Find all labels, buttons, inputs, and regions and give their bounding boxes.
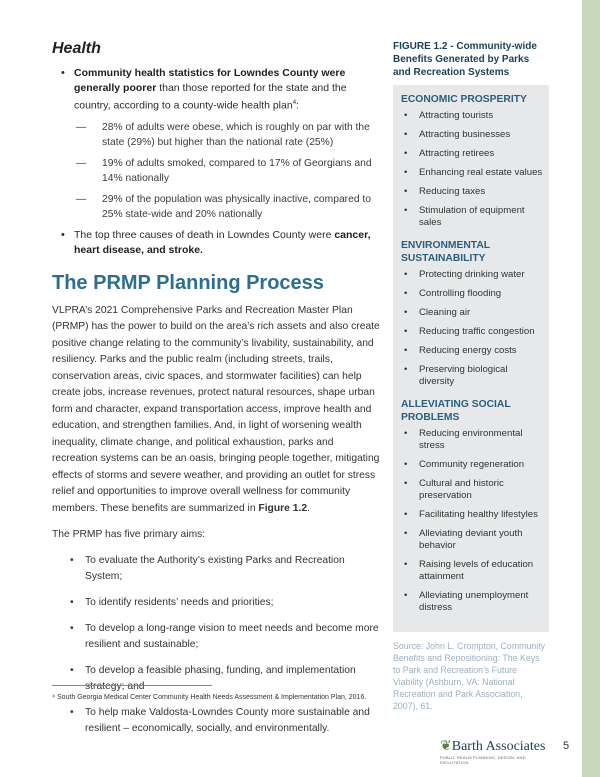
benefit-item: • Raising levels of education attainment xyxy=(401,559,543,583)
aim-item: • To develop a feasible phasing, funding, and implementation strategy; and xyxy=(52,663,382,695)
benefit-item: • Reducing environmental stress xyxy=(401,428,543,452)
figure-sidebar xyxy=(393,40,549,712)
logo-mark-icon: ❦ xyxy=(440,739,452,754)
page-number: 5 xyxy=(563,740,570,752)
benefits-panel xyxy=(393,85,549,632)
prmp-heading: The PRMP Planning Process xyxy=(52,271,324,294)
economic-list xyxy=(401,110,543,229)
benefit-item: • Cultural and historic preservation xyxy=(401,478,543,502)
footnote: ⁴ South Georgia Medical Center Community Health Needs Assessment & Implementation Plan, 2016. xyxy=(52,694,367,701)
health-sub-list xyxy=(74,120,382,222)
health-bullet-1-text: than those reported for the state and the country, according to a county-wide health plan xyxy=(74,82,347,112)
prmp-paragraph-text: VLPRA’s 2021 Comprehensive Parks and Recreation Master Plan (PRMP) has the power to build on the area’s rich assets and also create positive change relating to the community’s livability, sustainability, and resiliency. Parks and the public realm (including streets, trails, conservation areas, civic spaces, and stormwater facilities) can help create jobs, increase revenues, protect natural resources, shape urban form and character, expand transportation access, improve health and education, and strengthen families. And, in light of worsening wealth inequality, climate change, and political exhaustion, parks and recreation systems can be an oasis, bringing people together, mitigating effects of storms and severe weather, and providing an outlet for stress relief and opportunities to improve overall wellness for community members. These benefits are summarized in xyxy=(52,304,380,514)
benefit-item: • Attracting retirees xyxy=(401,148,543,160)
environmental-list xyxy=(401,269,543,388)
aims-intro: The PRMP has five primary aims: xyxy=(52,529,206,540)
footnote-divider xyxy=(52,685,212,686)
benefit-item: • Cleaning air xyxy=(401,307,543,319)
benefit-item: • Reducing energy costs xyxy=(401,345,543,357)
health-bullet-1-bold: Community health statistics for Lowndes County were generally poorer xyxy=(74,67,346,94)
health-sub-item: — 28% of adults were obese, which is roughly on par with the state (29%) but higher than the national rate (25%) xyxy=(74,120,382,150)
category-heading-environmental: ENVIRONMENTAL SUSTAINABILITY xyxy=(401,240,490,264)
health-bullet-1 xyxy=(52,66,382,222)
health-sub-item: — 29% of the population was physically inactive, compared to 25% state-wide and 20% nationally xyxy=(74,192,382,222)
benefit-item: • Enhancing real estate values xyxy=(401,167,543,179)
barth-associates-logo xyxy=(440,738,550,765)
aim-item: • To evaluate the Authority’s existing Parks and Recreation System; xyxy=(52,553,382,585)
prmp-paragraph xyxy=(52,303,382,518)
social-list xyxy=(401,428,543,614)
benefit-item: • Alleviating unemployment distress xyxy=(401,590,543,614)
benefit-item: • Attracting businesses xyxy=(401,129,543,141)
logo-tagline: PUBLIC REALM PLANNING, DESIGN, AND FACILITATION xyxy=(440,755,526,765)
health-bullet-2-bold: cancer, heart disease, and stroke. xyxy=(74,228,371,256)
aim-item: • To help make Valdosta-Lowndes County more sustainable and resilient – economically, socially, and environmentally. xyxy=(52,705,382,737)
benefit-item: • Stimulation of equipment sales xyxy=(401,205,543,229)
benefit-item: • Preserving biological diversity xyxy=(401,364,543,388)
health-heading: Health xyxy=(52,40,101,57)
category-heading-social: ALLEVIATING SOCIAL PROBLEMS xyxy=(401,399,511,423)
health-list xyxy=(52,66,382,258)
benefit-item: • Controlling flooding xyxy=(401,288,543,300)
benefit-item: • Reducing traffic congestion xyxy=(401,326,543,338)
health-bullet-1-end: : xyxy=(296,99,299,112)
health-sub-item: — 19% of adults smoked, compared to 17% of Georgians and 14% nationally xyxy=(74,156,382,186)
prmp-paragraph-end: . xyxy=(307,502,310,514)
figure-title: FIGURE 1.2 - Community-wide Benefits Generated by Parks and Recreation Systems xyxy=(393,41,537,78)
figure-source: Source: John L. Crompton, Community Benefits and Repositioning: The Keys to Park and Recreation’s Future Viability (Ashburn, VA: National Recreation and Park Association, 2007), 61. xyxy=(393,641,546,711)
figure-reference: Figure 1.2 xyxy=(258,502,308,514)
benefit-item: • Facilitating healthy lifestyles xyxy=(401,509,543,521)
logo-text: Barth Associates xyxy=(451,739,546,754)
category-heading-economic: ECONOMIC PROSPERITY xyxy=(401,94,527,105)
main-column xyxy=(52,40,382,747)
aims-list xyxy=(52,553,382,737)
benefit-item: • Protecting drinking water xyxy=(401,269,543,281)
aim-item: • To develop a long-range vision to meet needs and become more resilient and sustainable; xyxy=(52,621,382,653)
aim-item: • To identify residents’ needs and priorities; xyxy=(52,595,382,611)
health-bullet-2-text: The top three causes of death in Lowndes County were xyxy=(74,228,335,241)
benefit-item: • Reducing taxes xyxy=(401,186,543,198)
side-accent-bar xyxy=(582,0,600,777)
benefit-item: • Attracting tourists xyxy=(401,110,543,122)
health-bullet-2 xyxy=(52,228,382,258)
benefit-item: • Alleviating deviant youth behavior xyxy=(401,528,543,552)
benefit-item: • Community regeneration xyxy=(401,459,543,471)
footnote-ref: 4 xyxy=(292,100,297,106)
